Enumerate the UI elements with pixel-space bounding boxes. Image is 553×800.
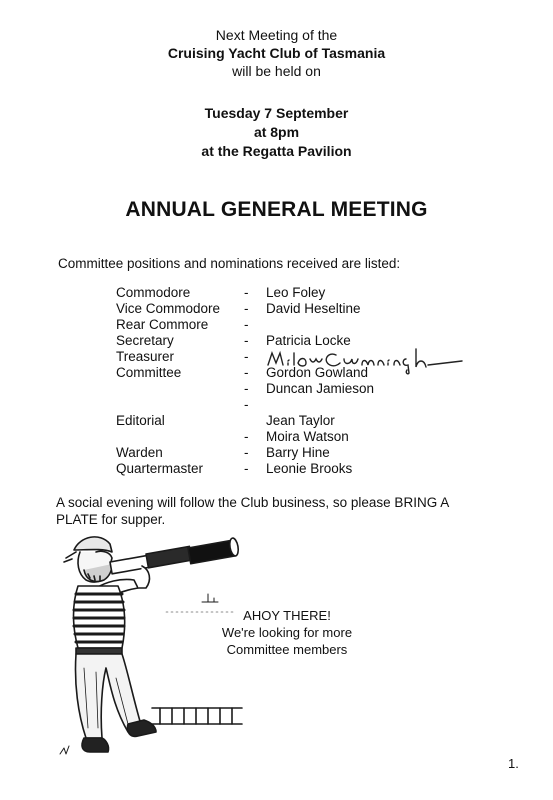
position-dash: - — [244, 381, 249, 396]
ahoy-callout — [212, 607, 362, 658]
ahoy-line-1: AHOY THERE! — [243, 608, 331, 623]
position-dash: - — [244, 349, 249, 364]
position-nominee: Duncan Jamieson — [266, 381, 375, 396]
meeting-title: ANNUAL GENERAL MEETING — [125, 198, 428, 221]
position-row — [116, 461, 516, 477]
position-row — [116, 317, 516, 333]
ahoy-line-3: Committee members — [226, 642, 348, 657]
position-role: Rear Commore — [116, 317, 209, 332]
position-dash: - — [244, 461, 249, 476]
position-row — [116, 413, 516, 429]
position-role: Quartermaster — [116, 461, 204, 476]
header-line-1: Next Meeting of the — [215, 27, 338, 43]
position-dash: - — [244, 285, 249, 300]
ahoy-line-2: We're looking for more — [221, 625, 353, 640]
position-role: Treasurer — [116, 349, 175, 364]
position-role: Editorial — [116, 413, 165, 428]
position-row — [116, 365, 516, 381]
position-nominee: Moira Watson — [266, 429, 349, 444]
position-dash: - — [244, 301, 249, 316]
positions-list — [116, 285, 516, 477]
position-nominee: Barry Hine — [266, 445, 330, 460]
position-nominee: Gordon Gowland — [266, 365, 369, 380]
position-dash: - — [244, 397, 249, 412]
position-nominee: Jean Taylor — [266, 413, 335, 428]
position-dash: - — [244, 429, 249, 444]
positions-intro: Committee positions and nominations received are listed: — [58, 256, 401, 271]
page-number: 1. — [508, 756, 519, 771]
club-name: Cruising Yacht Club of Tasmania — [167, 45, 386, 61]
position-dash: - — [244, 365, 249, 380]
position-row — [116, 397, 516, 413]
header-line-3: will be held on — [232, 63, 321, 79]
social-evening-note: A social evening will follow the Club business, so please BRING A PLATE for supper. — [56, 495, 449, 527]
position-role: Commodore — [116, 285, 191, 300]
meeting-date: Tuesday 7 September — [204, 105, 349, 121]
position-nominee: David Heseltine — [266, 301, 361, 316]
position-row — [116, 381, 516, 397]
position-nominee: Leonie Brooks — [266, 461, 353, 476]
position-row — [116, 301, 516, 317]
position-row — [116, 285, 516, 301]
position-dash: - — [244, 333, 249, 348]
position-dash: - — [244, 445, 249, 460]
position-role: Warden — [116, 445, 163, 460]
position-row — [116, 349, 516, 365]
position-row — [116, 445, 516, 461]
position-nominee: Patricia Locke — [266, 333, 351, 348]
position-role: Vice Commodore — [116, 301, 221, 316]
position-nominee: Leo Foley — [266, 285, 326, 300]
position-dash: - — [244, 317, 249, 332]
position-role: Secretary — [116, 333, 174, 348]
meeting-time: at 8pm — [253, 124, 300, 140]
meeting-venue: at the Regatta Pavilion — [201, 143, 352, 159]
position-row — [116, 429, 516, 445]
position-role: Committee — [116, 365, 182, 380]
